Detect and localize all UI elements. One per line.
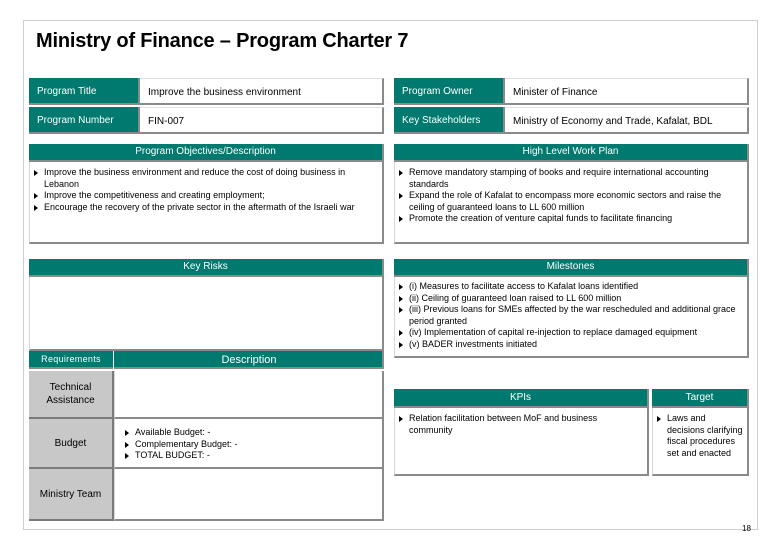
- list-item: TOTAL BUDGET: -: [123, 450, 374, 462]
- program-owner-value: Minister of Finance: [505, 78, 749, 105]
- key-risks-heading: Key Risks: [29, 259, 384, 277]
- work-plan-list: [397, 167, 739, 225]
- list-item: Relation facilitation between MoF and business community: [397, 413, 639, 436]
- list-item: (iv) Implementation of capital re-injection to replace damaged equipment: [397, 327, 739, 339]
- list-item: Remove mandatory stamping of books and require international accounting standards: [397, 167, 739, 190]
- list-item: Complementary Budget: -: [123, 439, 374, 451]
- budget-list: [123, 427, 374, 462]
- req-desc-ministry-team: [114, 469, 384, 521]
- work-plan-heading: High Level Work Plan: [394, 144, 749, 162]
- list-item: Promote the creation of venture capital funds to facilitate financing: [397, 213, 739, 225]
- kpis-list: [397, 413, 639, 436]
- list-item: (iii) Previous loans for SMEs affected by the war rescheduled and additional grace period granted: [397, 304, 739, 327]
- kpis-box: [394, 408, 649, 476]
- list-item: (ii) Ceiling of guaranteed loan raised to LL 600 million: [397, 293, 739, 305]
- program-number-label: Program Number: [29, 107, 140, 134]
- milestones-list: [397, 281, 739, 350]
- page-title: Ministry of Finance – Program Charter 7: [36, 30, 409, 52]
- kpis-heading: KPIs: [394, 389, 649, 408]
- list-item: Laws and decisions clarifying fiscal procedures set and enacted: [655, 413, 745, 459]
- list-item: Available Budget: -: [123, 427, 374, 439]
- page-number: 18: [742, 524, 751, 533]
- milestones-heading: Milestones: [394, 259, 749, 277]
- req-desc-budget: [114, 419, 384, 469]
- req-label-technical-assistance: Technical Assistance: [29, 371, 114, 419]
- req-label-budget: Budget: [29, 419, 114, 469]
- objectives-box: [29, 162, 384, 244]
- req-label-ministry-team: Ministry Team: [29, 469, 114, 521]
- objectives-list: [32, 167, 374, 213]
- program-title-label: Program Title: [29, 78, 140, 105]
- list-item: (i) Measures to facilitate access to Kafalat loans identified: [397, 281, 739, 293]
- objectives-heading: Program Objectives/Description: [29, 144, 384, 162]
- description-heading: Description: [221, 354, 277, 366]
- program-owner-label: Program Owner: [394, 78, 505, 105]
- list-item: Expand the role of Kafalat to encompass more economic sectors and raise the ceiling of guaranteed loans to LL 600 million: [397, 190, 739, 213]
- list-item: Encourage the recovery of the private sector in the aftermath of the Israeli war: [32, 202, 374, 214]
- req-desc-technical-assistance: [114, 371, 384, 419]
- key-stakeholders-label: Key Stakeholders: [394, 107, 505, 134]
- key-risks-box: [29, 277, 384, 351]
- list-item: (v) BADER investments initiated: [397, 339, 739, 351]
- requirements-heading: Requirements: [29, 351, 114, 369]
- key-stakeholders-value: Ministry of Economy and Trade, Kafalat, BDL: [505, 107, 749, 134]
- list-item: Improve the competitiveness and creating employment;: [32, 190, 374, 202]
- program-number-value: FIN-007: [140, 107, 384, 134]
- work-plan-box: [394, 162, 749, 244]
- program-title-value: Improve the business environment: [140, 78, 384, 105]
- target-list: [655, 413, 745, 459]
- list-item: Improve the business environment and reduce the cost of doing business in Lebanon: [32, 167, 374, 190]
- target-box: [652, 408, 749, 476]
- target-heading: Target: [652, 389, 749, 408]
- milestones-box: [394, 277, 749, 358]
